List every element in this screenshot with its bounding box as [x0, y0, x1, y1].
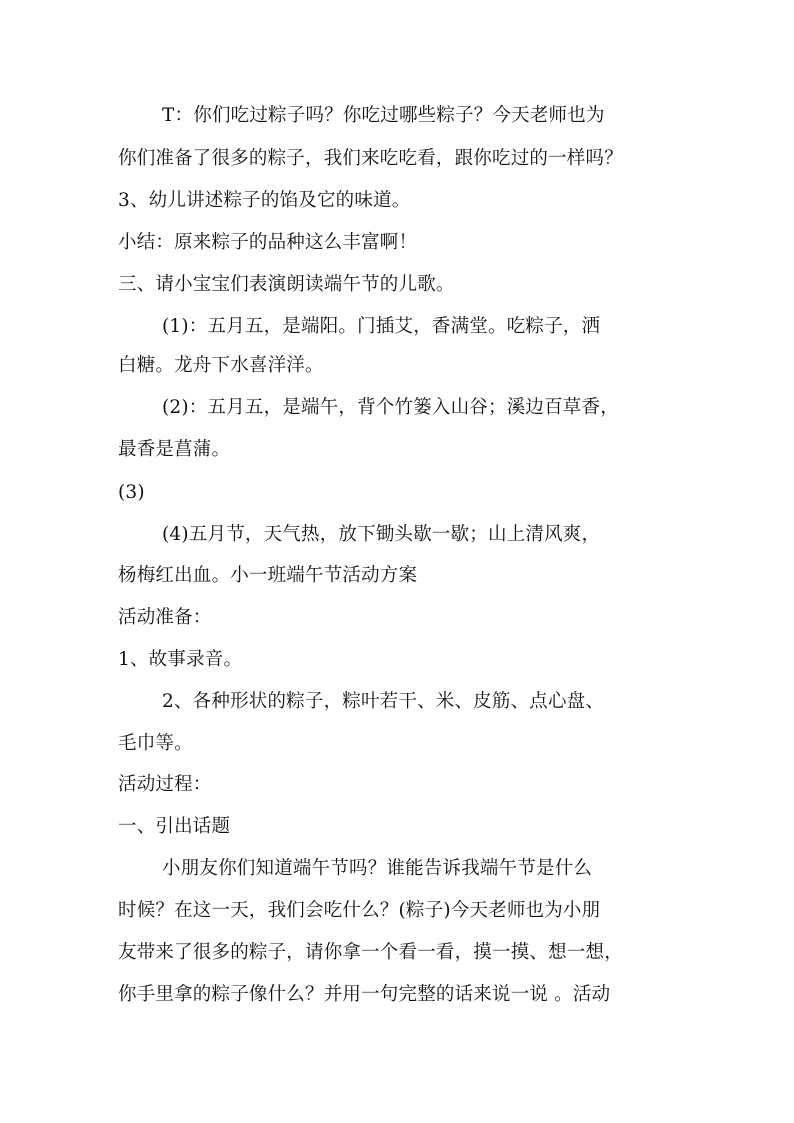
text-line: (3): [118, 482, 145, 503]
text-line: T：你们吃过粽子吗？你吃过哪些粽子？今天老师也为: [162, 105, 605, 126]
text-line: 你手里拿的粽子像什么？并用一句完整的话来说一说 。活动: [118, 984, 611, 1005]
text-line: (2)：五月五，是端午，背个竹篓入山谷；溪边百草香，: [162, 397, 619, 418]
text-line: 小朋友你们知道端午节吗？谁能告诉我端午节是什么: [162, 858, 593, 879]
text-line: 白糖。龙舟下水喜洋洋。: [118, 355, 324, 376]
text-line: (4)五月节，天气热，放下锄头歇一歇；山上清风爽，: [162, 524, 601, 545]
text-line: (1)：五月五，是端阳。门插艾，香满堂。吃粽子，洒: [162, 316, 601, 337]
text-line: 一、引出话题: [118, 816, 231, 837]
text-line: 活动过程：: [118, 774, 212, 795]
text-line: 最香是菖蒲。: [118, 439, 231, 460]
text-line: 时候？在这一天，我们会吃什么？(粽子)今天老师也为小朋: [118, 900, 601, 921]
text-line: 2、各种形状的粽子，粽叶若干、米、皮筋、点心盘、: [162, 691, 605, 712]
text-line: 毛巾等。: [118, 733, 193, 754]
text-line: 1、故事录音。: [118, 649, 243, 670]
text-line: 活动准备：: [118, 607, 212, 628]
text-line: 你们准备了很多的粽子，我们来吃吃看，跟你吃过的一样吗？: [118, 148, 623, 169]
text-line: 友带来了很多的粽子，请你拿一个看一看，摸一摸、想一想，: [118, 942, 623, 963]
text-line: 小结：原来粽子的品种这么丰富啊！: [118, 232, 418, 253]
text-line: 3、幼儿讲述粽子的馅及它的味道。: [118, 190, 411, 211]
text-line: 杨梅红出血。小一班端午节活动方案: [118, 565, 418, 586]
text-line: 三、请小宝宝们表演朗读端午节的儿歌。: [118, 274, 455, 295]
